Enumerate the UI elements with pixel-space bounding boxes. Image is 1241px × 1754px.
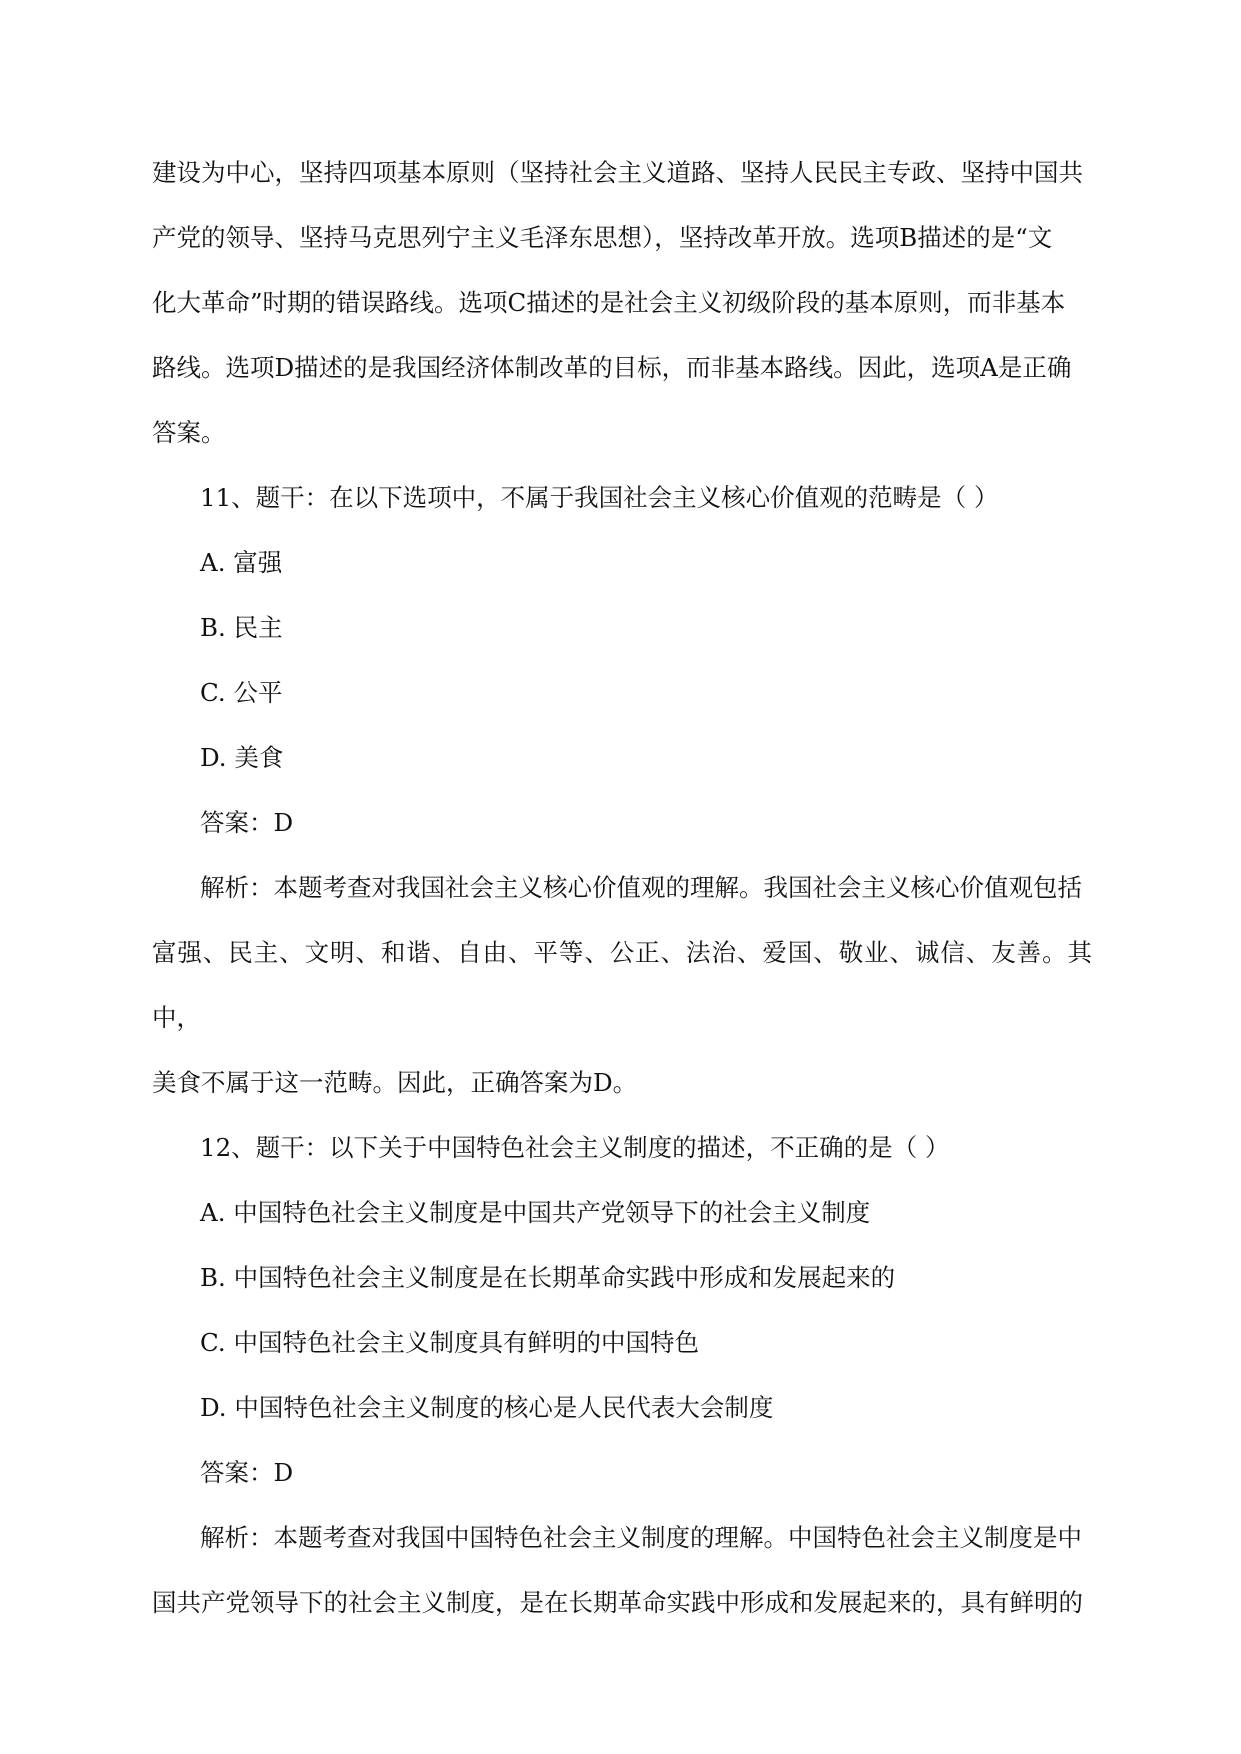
text-line: A. 富强 <box>200 548 283 577</box>
text-line: 解析：本题考查对我国社会主义核心价值观的理解。我国社会主义核心价值观包括 <box>200 873 1082 902</box>
question-12-option-a <box>152 1180 1092 1245</box>
question-11-option-d <box>152 725 1092 790</box>
text-line: 答案：D <box>200 808 294 837</box>
text-line: 国共产党领导下的社会主义制度，是在长期革命实践中形成和发展起来的，具有鲜明的 <box>152 1588 1083 1617</box>
question-12-option-c <box>152 1310 1092 1375</box>
text-line: 11、题干：在以下选项中，不属于我国社会主义核心价值观的范畴是（ ） <box>200 483 999 512</box>
question-11-option-b <box>152 595 1092 660</box>
question-11-answer <box>152 790 1092 855</box>
text-line: C. 中国特色社会主义制度具有鲜明的中国特色 <box>200 1328 699 1357</box>
text-line: B. 中国特色社会主义制度是在长期革命实践中形成和发展起来的 <box>200 1263 896 1292</box>
document-body <box>152 140 1092 1635</box>
question-11-stem <box>152 465 1092 530</box>
question-12-answer <box>152 1440 1092 1505</box>
text-line: D. 中国特色社会主义制度的核心是人民代表大会制度 <box>200 1393 774 1422</box>
text-line: 建设为中心，坚持四项基本原则（坚持社会主义道路、坚持人民民主专政、坚持中国共 <box>152 158 1083 187</box>
text-line: 化大革命”时期的错误路线。选项C描述的是社会主义初级阶段的基本原则，而非基本 <box>152 288 1066 317</box>
question-12-option-d <box>152 1375 1092 1440</box>
text-line: 答案：D <box>200 1458 294 1487</box>
text-line: 美食不属于这一范畴。因此，正确答案为D。 <box>152 1068 638 1097</box>
text-line: B. 民主 <box>200 613 283 642</box>
question-12-analysis <box>152 1505 1092 1635</box>
text-line: 12、题干：以下关于中国特色社会主义制度的描述，不正确的是（ ） <box>200 1133 950 1162</box>
text-line: 答案。 <box>152 418 226 447</box>
question-12-option-b <box>152 1245 1092 1310</box>
question-11-option-a <box>152 530 1092 595</box>
text-line: 路线。选项D描述的是我国经济体制改革的目标，而非基本路线。因此，选项A是正确 <box>152 353 1072 382</box>
question-11-option-c <box>152 660 1092 725</box>
text-line: 解析：本题考查对我国中国特色社会主义制度的理解。中国特色社会主义制度是中 <box>200 1523 1082 1552</box>
text-line: A. 中国特色社会主义制度是中国共产党领导下的社会主义制度 <box>200 1198 871 1227</box>
text-line: C. 公平 <box>200 678 283 707</box>
text-line: D. 美食 <box>200 743 284 772</box>
question-12-stem <box>152 1115 1092 1180</box>
text-line: 产党的领导、坚持马克思列宁主义毛泽东思想），坚持改革开放。选项B描述的是“文 <box>152 223 1053 252</box>
text-line: 富强、民主、文明、和谐、自由、平等、公正、法治、爱国、敬业、诚信、友善。其中， <box>152 938 1092 1032</box>
question-11-analysis <box>152 855 1092 1115</box>
continuation-paragraph <box>152 140 1092 465</box>
